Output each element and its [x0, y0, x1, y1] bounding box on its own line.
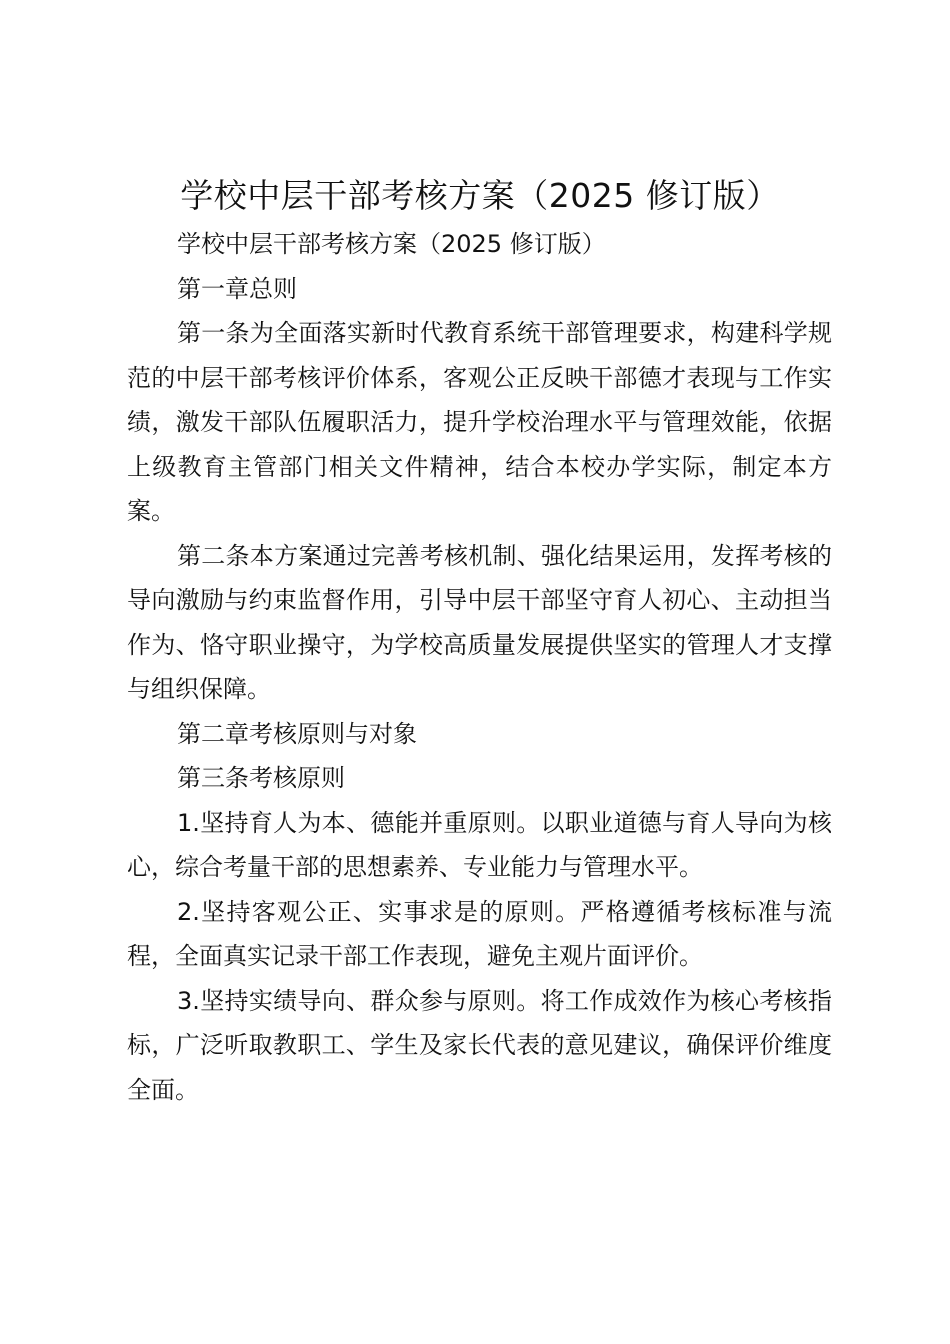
list-item: 3.坚持实绩导向、群众参与原则。将工作成效作为核心考核指标，广泛听取教职工、学生及家长代表的意见建议，确保评价维度全面。	[127, 986, 832, 1104]
list-item: 2.坚持客观公正、实事求是的原则。严格遵循考核标准与流程，全面真实记录干部工作表现，避免主观片面评价。	[127, 897, 832, 970]
document-title: 学校中层干部考核方案（2025 修订版）	[180, 176, 780, 215]
list-item: 1.坚持育人为本、德能并重原则。以职业道德与育人导向为核心，综合考量干部的思想素养、专业能力与管理水平。	[127, 808, 832, 881]
article-heading: 第三条考核原则	[177, 764, 345, 792]
body-paragraph: 第二条本方案通过完善考核机制、强化结果运用，发挥考核的导向激励与约束监督作用，引导中层干部坚守育人初心、主动担当作为、恪守职业操守，为学校高质量发展提供坚实的管理人才支撑与组织保障。	[127, 541, 832, 703]
chapter-heading: 第二章考核原则与对象	[177, 719, 417, 748]
document-body	[127, 222, 832, 1112]
chapter-heading: 第一章总则	[177, 274, 297, 303]
body-paragraph: 第一条为全面落实新时代教育系统干部管理要求，构建科学规范的中层干部考核评价体系，客观公正反映干部德才表现与工作实绩，激发干部队伍履职活力，提升学校治理水平与管理效能，依据上级教育主管部门相关文件精神，结合本校办学实际，制定本方案。	[127, 319, 832, 525]
subtitle-paragraph: 学校中层干部考核方案（2025 修订版）	[177, 230, 606, 258]
